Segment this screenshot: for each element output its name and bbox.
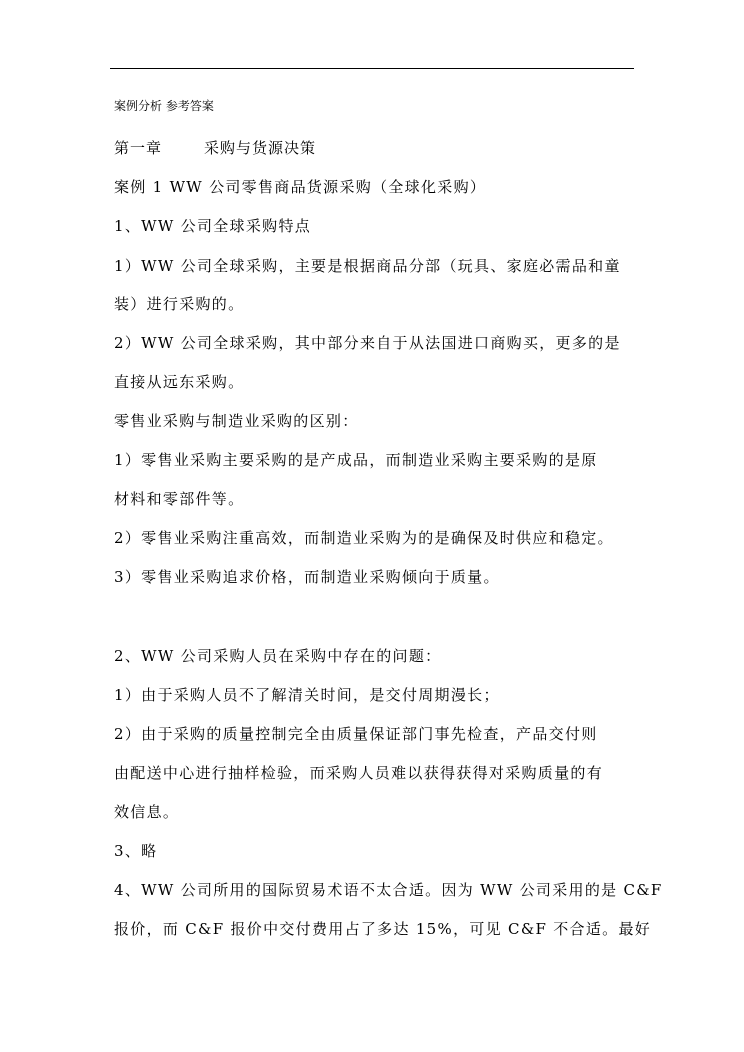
paragraph-line: 直接从远东采购。 bbox=[114, 373, 245, 391]
paragraph-line: 4、WW 公司所用的国际贸易术语不太合适。因为 WW 公司采用的是 C&F bbox=[114, 881, 663, 899]
paragraph-line: 材料和零部件等。 bbox=[114, 490, 245, 508]
subsection-heading: 零售业采购与制造业采购的区别： bbox=[114, 412, 359, 430]
document-label: 案例分析 参考答案 bbox=[114, 99, 214, 113]
chapter-number: 第一章 bbox=[114, 139, 163, 157]
paragraph-line: 2）由于采购的质量控制完全由质量保证部门事先检查，产品交付则 bbox=[114, 725, 598, 743]
paragraph-line: 效信息。 bbox=[114, 803, 180, 821]
paragraph-line: 装）进行采购的。 bbox=[114, 295, 245, 313]
paragraph-line: 3）零售业采购追求价格，而制造业采购倾向于质量。 bbox=[114, 568, 500, 586]
section-heading: 3、略 bbox=[114, 842, 158, 860]
paragraph-line: 2）WW 公司全球采购，其中部分来自于从法国进口商购买，更多的是 bbox=[114, 334, 621, 352]
case-title: 案例 1 WW 公司零售商品货源采购（全球化采购） bbox=[114, 178, 487, 196]
chapter-title: 采购与货源决策 bbox=[204, 139, 317, 157]
paragraph-line: 1）零售业采购主要采购的是产成品，而制造业采购主要采购的是原 bbox=[114, 451, 598, 469]
paragraph-line: 1）由于采购人员不了解清关时间，是交付周期漫长； bbox=[114, 686, 500, 704]
section-heading: 2、WW 公司采购人员在采购中存在的问题： bbox=[114, 647, 442, 665]
paragraph-line: 2）零售业采购注重高效，而制造业采购为的是确保及时供应和稳定。 bbox=[114, 529, 614, 547]
section-heading: 1、WW 公司全球采购特点 bbox=[114, 217, 312, 235]
paragraph-line: 1）WW 公司全球采购，主要是根据商品分部（玩具、家庭必需品和童 bbox=[114, 257, 621, 275]
paragraph-line: 报价，而 C&F 报价中交付费用占了多达 15%，可见 C&F 不合适。最好 bbox=[114, 920, 652, 938]
paragraph-line: 由配送中心进行抽样检验，而采购人员难以获得获得对采购质量的有 bbox=[114, 764, 604, 782]
header-rule bbox=[110, 68, 634, 69]
chapter-heading bbox=[114, 138, 316, 158]
